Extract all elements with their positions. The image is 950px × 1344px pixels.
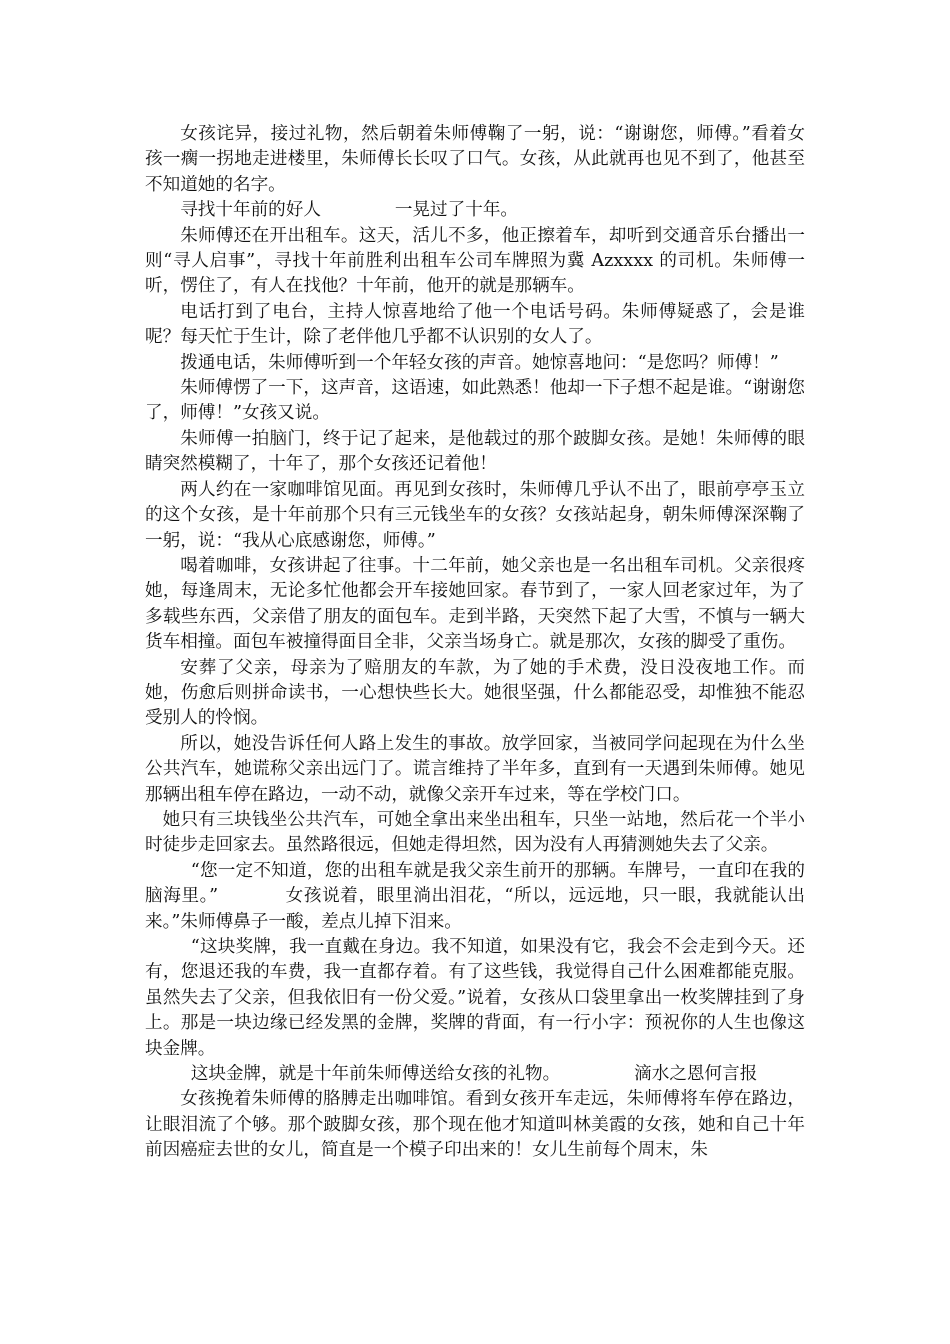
heading-1-followup: 一晃过了十年。 [394, 200, 519, 221]
heading-2-lead: 这块金牌，就是十年前朱师傅送给女孩的礼物。 [190, 1064, 561, 1085]
paragraph-11: 所以，她没告诉任何人路上发生的事故。放学回家，当被同学问起现在为什么坐公共汽车，她谎称父亲出远门了。谎言维持了半年多，直到有一天遇到朱师傅。她见那辆出租车停在路边，一动不动，就像父亲开车过来，等在学校门口。 [145, 733, 805, 805]
document-page [145, 122, 805, 1164]
section-heading-2: 滴水之恩何言报 [634, 1064, 758, 1085]
paragraph-5: 拨通电话，朱师傅听到一个年轻女孩的声音。她惊喜地问：“是您吗？师傅！” [180, 352, 779, 373]
section-heading-1: 寻找十年前的好人 [180, 200, 321, 221]
paragraph-quote [145, 859, 805, 935]
paragraph-9: 喝着咖啡，女孩讲起了往事。十二年前，她父亲也是一名出租车司机。父亲很疼她，每逢周末，无论多忙他都会开车接她回家。春节到了，一家人回老家过年，为了多载些东西，父亲借了朋友的面包车。走到半路，天突然下起了大雪，不慎与一辆大货车相撞。面包车被撞得面目全非，父亲当场身亡。就是那次，女孩的脚受了重伤。 [145, 555, 805, 653]
paragraph-8: 两人约在一家咖啡馆见面。再见到女孩时，朱师傅几乎认不出了，眼前亭亭玉立的这个女孩，是十年前那个只有三元钱坐车的女孩？女孩站起身，朝朱师傅深深鞠了一躬，说：“我从心底感谢您，师傅。” [145, 479, 805, 551]
paragraph-4: 电话打到了电台，主持人惊喜地给了他一个电话号码。朱师傅疑惑了，会是谁呢？每天忙于生计，除了老伴他几乎都不认识别的女人了。 [145, 301, 805, 348]
paragraph-16: 女孩挽着朱师傅的胳膊走出咖啡馆。看到女孩开车走远，朱师傅将车停在路边，让眼泪流了个够。那个跛脚女孩，那个现在他才知道叫林美霞的女孩，她和自己十年前因癌症去世的女儿，简直是一个模子印出来的！女儿生前每个周末，朱 [145, 1089, 805, 1161]
paragraph-12: 她只有三块钱坐公共汽车，可她全拿出来坐出租车，只坐一站地，然后花一个半小时徒步走回家去。虽然路很远，但她走得坦然，因为没有人再猜测她失去了父亲。 [145, 809, 805, 856]
paragraph-6: 朱师傅愣了一下，这声音，这语速，如此熟悉！他却一下子想不起是谁。“谢谢您了，师傅！”女孩又说。 [145, 378, 805, 424]
paragraph-1: 女孩诧异，接过礼物，然后朝着朱师傅鞠了一躬，说：“谢谢您，师傅。”看着女孩一瘸一拐地走进楼里，朱师傅长长叹了口气。女孩，从此就再也见不到了，他甚至不知道她的名字。 [145, 124, 805, 195]
paragraph-section-heading-2 [145, 1062, 805, 1087]
paragraph-10: 安葬了父亲，母亲为了赔朋友的车款，为了她的手术费，没日没夜地工作。而她，伤愈后则拼命读书，一心想快些长大。她很坚强，什么都能忍受，却惟独不能忍受别人的怜悯。 [145, 657, 805, 729]
quote-part-1: “您一定不知道，您的出租车就是我父亲生前开的那辆。车牌号，一直印在我的脑海里。” [145, 860, 805, 907]
paragraph-3: 朱师傅还在开出租车。这天，活儿不多，他正擦着车，却听到交通音乐台播出一则“寻人启事”，寻找十年前胜利出租车公司车牌照为冀 Azxxxx 的司机。朱师傅一听，愣住了，有人在找他？十年前，他开的就是那辆车。 [145, 225, 805, 297]
quote-part-2: 女孩说着，眼里淌出泪花，“所以，远远地，只一眼，我就能认出来。”朱师傅鼻子一酸，差点儿掉下泪来。 [145, 886, 805, 932]
paragraph-7: 朱师傅一拍脑门，终于记了起来，是他载过的那个跛脚女孩。是她！朱师傅的眼睛突然模糊了，十年了，那个女孩还记着他！ [145, 428, 805, 475]
paragraph-section-heading-1 [145, 198, 805, 223]
paragraph-14: “这块奖牌，我一直戴在身边。我不知道，如果没有它，我会不会走到今天。还有，您退还我的车费，我一直都存着。有了这些钱，我觉得自己什么困难都能克服。虽然失去了父亲，但我依旧有一份父爱。”说着，女孩从口袋里拿出一枚奖牌挂到了身上。那是一块边缘已经发黑的金牌，奖牌的背面，有一行小字：预祝你的人生也像这块金牌。 [145, 937, 805, 1059]
